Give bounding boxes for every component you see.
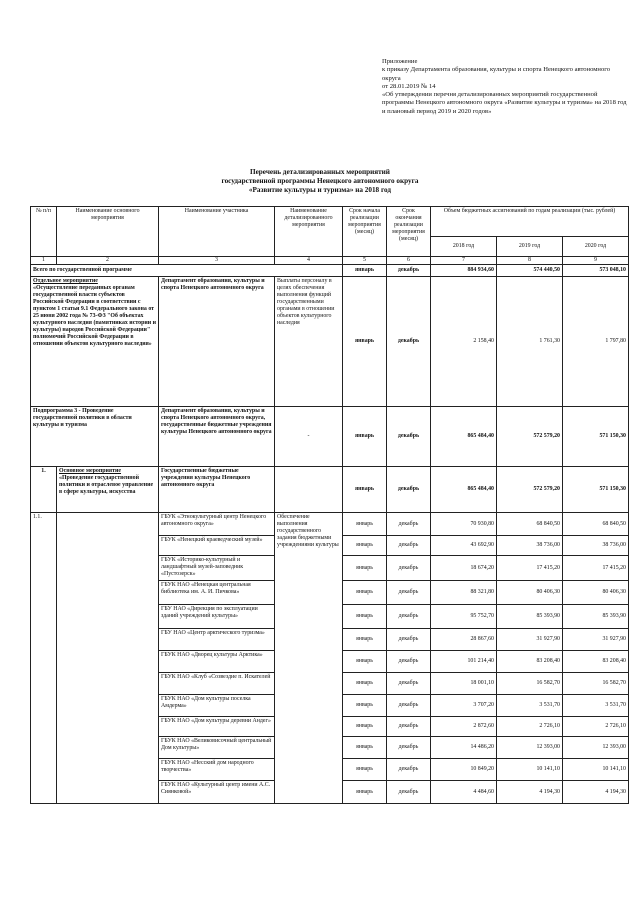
value-2020: 4 194,30 (563, 781, 629, 804)
appendix-line: «Об утверждении перечня детализированных мероприятий государственной программы Ненецкого автономного округа «Развитие культуры и туризма» на 2018 год и плановый период 2019 и 2020 годов» (382, 91, 627, 115)
appendix-line: к приказу Департамента образования, культуры и спорта Ненецкого автономного округа (382, 66, 611, 82)
start-month: январь (343, 605, 387, 629)
col-number: 9 (563, 257, 629, 265)
value-2019: 572 579,20 (497, 467, 563, 513)
start-month: январь (343, 556, 387, 581)
end-month: декабрь (387, 759, 431, 781)
value-2019: 2 726,10 (497, 717, 563, 737)
title-line: государственной программы Ненецкого автономного округа (221, 177, 419, 185)
institution-name: ГБУК НАО «Клуб «Созвездие п. Искателей (159, 673, 275, 695)
institution-name: ГБУК НАО «Великовисочный центральный Дом культуры» (159, 737, 275, 759)
value-2020: 68 840,50 (563, 513, 629, 536)
institution-name: ГБУК НАО «Дом культуры деревни Андег» (159, 717, 275, 737)
value-2018: 10 849,20 (431, 759, 497, 781)
value-2019: 83 208,40 (497, 651, 563, 673)
value-2018: 70 930,80 (431, 513, 497, 536)
sub-num: 1.1. (31, 513, 57, 804)
value-2018: 101 214,40 (431, 651, 497, 673)
institution-row (31, 513, 629, 536)
detailed-event: Обеспечение выполнения государственного задания бюджетными учреждениями культуры (275, 513, 343, 804)
institution-name: ГБУК НАО «Несский дом народного творчества» (159, 759, 275, 781)
value-2018: 18 001,10 (431, 673, 497, 695)
end-month: декабрь (387, 629, 431, 651)
value-2018: 43 692,90 (431, 536, 497, 556)
start-month: январь (343, 673, 387, 695)
start-month: январь (343, 629, 387, 651)
events-table (30, 206, 629, 804)
col-number: 8 (497, 257, 563, 265)
title-line: Перечень детализированных мероприятий (250, 168, 390, 176)
value-2020: 38 736,00 (563, 536, 629, 556)
end-month: декабрь (387, 737, 431, 759)
institution-name: ГБУК «Этнокультурный центр Ненецкого автономного округа» (159, 513, 275, 536)
end-month: декабрь (387, 781, 431, 804)
start-month: январь (343, 717, 387, 737)
end-month: декабрь (387, 556, 431, 581)
institution-name: ГБУ НАО «Дирекция по эксплуатации зданий учреждений культуры» (159, 605, 275, 629)
header-budget: Объем бюджетных ассигнований по годам реализации (тыс. рублей) (431, 207, 629, 237)
col-number: 6 (387, 257, 431, 265)
total-label: Всего по государственной программе (31, 265, 343, 277)
value-2019: 80 406,30 (497, 581, 563, 605)
start-month: январь (343, 467, 387, 513)
end-month: декабрь (387, 695, 431, 717)
col-number: 7 (431, 257, 497, 265)
institution-name: ГБУК «Историко-культурный и ландшафтный музей-заповедник «Пустозерск» (159, 556, 275, 581)
subprogram-row (31, 407, 629, 467)
end-month: декабрь (387, 651, 431, 673)
value-2020: 571 150,30 (563, 467, 629, 513)
start-month: январь (343, 581, 387, 605)
value-2020: 1 797,80 (563, 277, 629, 407)
value-2020: 16 582,70 (563, 673, 629, 695)
header-2018: 2018 год (431, 237, 497, 257)
value-2018: 88 321,80 (431, 581, 497, 605)
separate-event-label (31, 277, 159, 407)
value-2020: 2 726,10 (563, 717, 629, 737)
start-month: январь (343, 536, 387, 556)
end-month: декабрь (387, 536, 431, 556)
value-2020: 10 141,10 (563, 759, 629, 781)
end-month: декабрь (387, 277, 431, 407)
end-month: декабрь (387, 467, 431, 513)
end-month: декабрь (387, 717, 431, 737)
header-start: Срок начала реализации мероприятия (месяц) (343, 207, 387, 257)
value-2018: 18 674,20 (431, 556, 497, 581)
col-number: 3 (159, 257, 275, 265)
value-2019: 85 393,90 (497, 605, 563, 629)
institution-name: ГБУК НАО «Дом культуры поселка Амдерма» (159, 695, 275, 717)
value-2020: 571 150,30 (563, 407, 629, 467)
header-2019: 2019 год (497, 237, 563, 257)
start-month: январь (343, 737, 387, 759)
value-2018: 2 158,40 (431, 277, 497, 407)
start-month: январь (343, 407, 387, 467)
value-2018: 4 484,60 (431, 781, 497, 804)
value-2020: 573 048,10 (563, 265, 629, 277)
start-month: январь (343, 781, 387, 804)
value-2020: 85 393,90 (563, 605, 629, 629)
institution-name: ГБУК НАО «Дворец культуры Арктика» (159, 651, 275, 673)
title-line: «Развитие культуры и туризма» на 2018 год (248, 186, 392, 194)
value-2019: 3 531,70 (497, 695, 563, 717)
value-2019: 572 579,20 (497, 407, 563, 467)
start-month: январь (343, 513, 387, 536)
col-number: 2 (57, 257, 159, 265)
main-event-heading: Основное мероприятие (59, 468, 121, 474)
main-event-row (31, 467, 629, 513)
end-month: декабрь (387, 407, 431, 467)
separate-event-text: «Осуществление переданных органам государственной власти субъектов Российской Федерации в соответствии с пунктом 1 статьи 9.1 Федерального закона от 25 июня 2002 года № 73-ФЗ "Об объектах культурного наследия (памятниках истории и культуры) народов Российской Федерации" полномочий Российской Федерации в отношении объектов культурного наследия» (33, 285, 157, 347)
value-2018: 884 934,60 (431, 265, 497, 277)
value-2018: 28 867,60 (431, 629, 497, 651)
start-month: январь (343, 759, 387, 781)
separate-event-heading: Отдельное мероприятие (33, 278, 98, 284)
value-2019: 68 840,50 (497, 513, 563, 536)
main-event-num: 1. (31, 467, 57, 513)
detailed-event: - (275, 407, 343, 467)
col-number: 4 (275, 257, 343, 265)
header-detailed: Наименование детализированного мероприятия (275, 207, 343, 257)
appendix-block (382, 58, 630, 116)
value-2019: 38 736,00 (497, 536, 563, 556)
header-main-event: Наименование основного мероприятия (57, 207, 159, 257)
value-2018: 3 707,20 (431, 695, 497, 717)
detailed-event (275, 467, 343, 513)
main-event-text: «Проведение государственной политики и отраслевое управление в сфере культуры, искусства (59, 475, 154, 495)
header-2020: 2020 год (563, 237, 629, 257)
header-num: № п/п (31, 207, 57, 257)
value-2018: 2 872,60 (431, 717, 497, 737)
value-2019: 17 415,20 (497, 556, 563, 581)
end-month: декабрь (387, 513, 431, 536)
participant: Государственные бюджетные учреждения культуры Ненецкого автономного округа (159, 467, 275, 513)
value-2020: 83 208,40 (563, 651, 629, 673)
value-2020: 17 415,20 (563, 556, 629, 581)
col-number: 5 (343, 257, 387, 265)
value-2018: 95 752,70 (431, 605, 497, 629)
detailed-event: Выплаты персоналу в целях обеспечения выполнения функций государственными органами в отношении объектов культурного наследия (275, 277, 343, 407)
value-2018: 14 486,20 (431, 737, 497, 759)
value-2019: 31 927,90 (497, 629, 563, 651)
value-2020: 12 393,00 (563, 737, 629, 759)
total-row (31, 265, 629, 277)
start-month: январь (343, 695, 387, 717)
document-title (120, 168, 520, 195)
end-month: декабрь (387, 605, 431, 629)
value-2019: 16 582,70 (497, 673, 563, 695)
institution-rows (31, 513, 629, 804)
separate-event-row (31, 277, 629, 407)
end-month: декабрь (387, 265, 431, 277)
start-month: январь (343, 265, 387, 277)
header-end: Срок окончания реализации мероприятия (месяц) (387, 207, 431, 257)
main-event-empty (57, 513, 159, 804)
header-participant: Наименование участника (159, 207, 275, 257)
value-2019: 574 440,50 (497, 265, 563, 277)
subprogram-label: Подпрограмма 3 - Проведение государственной политики в области культуры и туризма (31, 407, 159, 467)
participant: Департамент образования, культуры и спорта Ненецкого автономного округа (159, 277, 275, 407)
value-2018: 865 484,40 (431, 467, 497, 513)
institution-name: ГБУК НАО «Культурный центр имени А.С. Сиянковой» (159, 781, 275, 804)
col-number: 1 (31, 257, 57, 265)
start-month: январь (343, 277, 387, 407)
end-month: декабрь (387, 581, 431, 605)
value-2020: 31 927,90 (563, 629, 629, 651)
value-2019: 1 761,30 (497, 277, 563, 407)
value-2019: 10 141,10 (497, 759, 563, 781)
value-2019: 4 194,30 (497, 781, 563, 804)
institution-name: ГБУК НАО «Ненецкая центральная библиотека им. А. И. Пичкова» (159, 581, 275, 605)
start-month: январь (343, 651, 387, 673)
value-2020: 80 406,30 (563, 581, 629, 605)
value-2018: 865 484,40 (431, 407, 497, 467)
appendix-line: Приложение (382, 58, 418, 65)
value-2019: 12 393,00 (497, 737, 563, 759)
end-month: декабрь (387, 673, 431, 695)
institution-name: ГБУК «Ненецкий краеведческий музей» (159, 536, 275, 556)
participant: Департамент образования, культуры и спорта Ненецкого автономного округа, государственные бюджетные учреждения культуры Ненецкого автономного округа (159, 407, 275, 467)
main-event-label (57, 467, 159, 513)
appendix-line: от 28.01.2019 № 14 (382, 82, 436, 90)
value-2020: 3 531,70 (563, 695, 629, 717)
column-number-row (31, 257, 629, 265)
institution-name: ГБУ НАО «Центр арктического туризма» (159, 629, 275, 651)
